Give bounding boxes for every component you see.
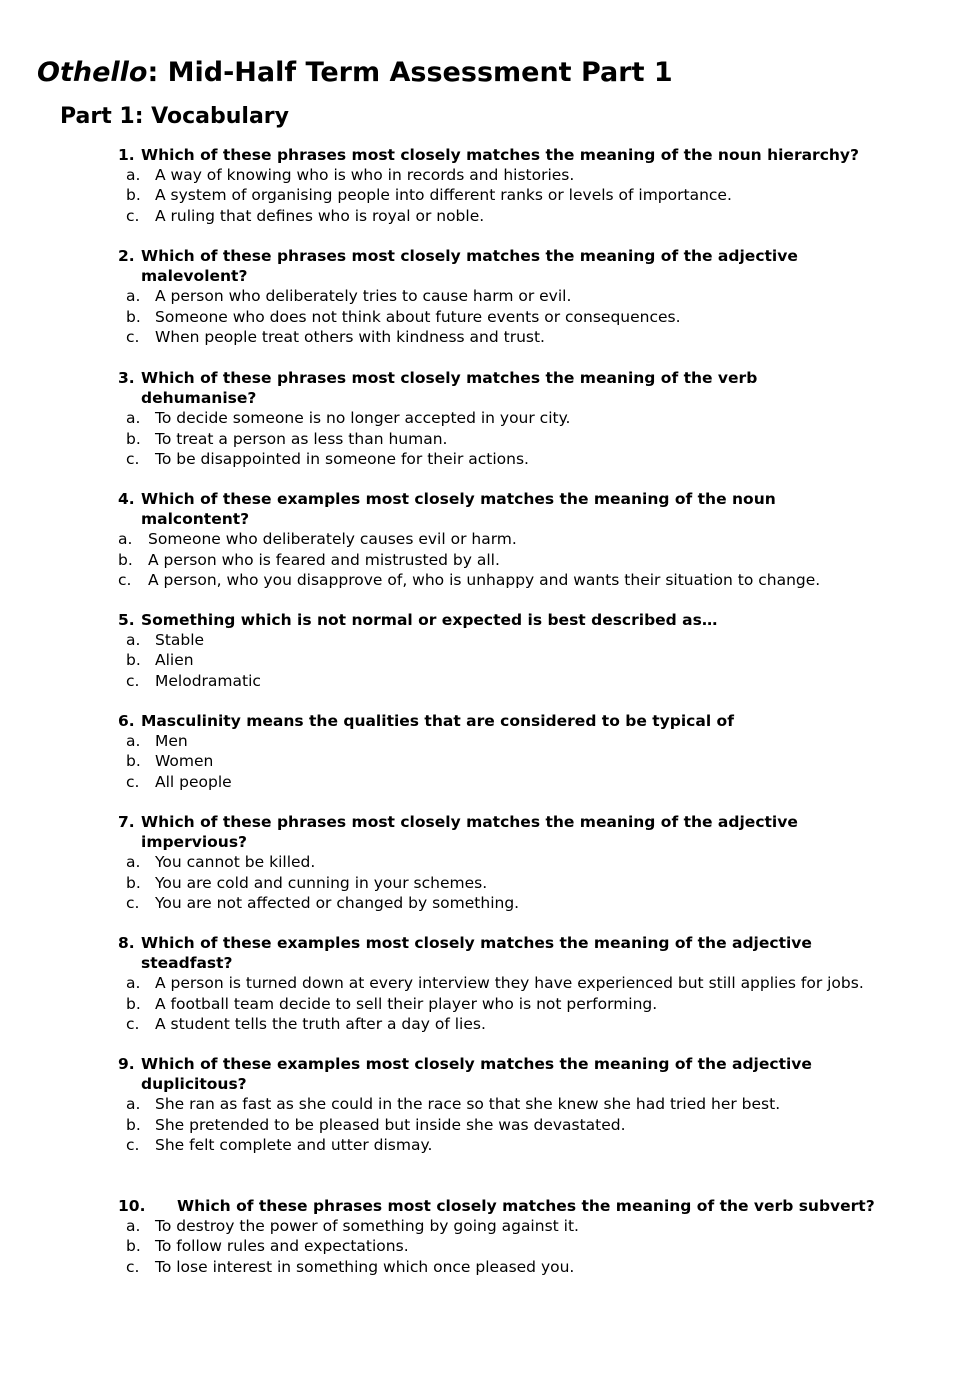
option-letter: c. [126,1257,140,1276]
question-text: Which of these examples most closely matches the meaning of the noun [141,490,776,508]
option-letter: c. [126,893,140,912]
question-3 [0,368,978,469]
answer-option [0,671,978,691]
question-line [0,933,978,953]
question-number: 6. [118,712,135,730]
question-line [0,145,978,165]
question-line-continued [0,953,978,973]
option-letter: a. [118,530,133,549]
question-text: Something which is not normal or expected is best described as… [141,611,718,629]
option-text: She pretended to be pleased but inside she was devastated. [155,1115,626,1134]
option-letter: b. [126,307,141,326]
option-text: A way of knowing who is who in records and histories. [155,166,575,185]
question-text: Which of these phrases most closely matches the meaning of the verb [141,369,758,387]
option-letter: b. [118,550,133,569]
option-letter: b. [126,186,141,205]
option-text: A ruling that defines who is royal or noble. [155,206,485,225]
question-line-continued [0,266,978,286]
answer-option [0,852,978,872]
answer-option [0,1115,978,1135]
option-text: Someone who deliberately causes evil or harm. [148,530,517,549]
option-letter: c. [126,327,140,346]
option-letter: c. [126,772,140,791]
question-10 [0,1196,978,1277]
answer-option [0,973,978,993]
option-text: You cannot be killed. [155,853,316,872]
question-text: malcontent? [141,510,250,529]
question-7 [0,812,978,913]
option-text: To lose interest in something which once pleased you. [155,1257,575,1276]
title-rest: : Mid-Half Term Assessment Part 1 [147,57,673,88]
answer-option [0,408,978,428]
answer-option [0,751,978,771]
option-text: A student tells the truth after a day of lies. [155,1014,486,1033]
answer-option [0,1236,978,1256]
option-text: You are not affected or changed by something. [155,893,520,912]
option-text: When people treat others with kindness and trust. [155,327,545,346]
question-text: Which of these phrases most closely matches the meaning of the verb subvert? [177,1197,875,1215]
option-text: A system of organising people into different ranks or levels of importance. [155,186,732,205]
option-text: A person, who you disapprove of, who is unhappy and wants their situation to change. [148,570,821,589]
option-text: She ran as fast as she could in the race so that she knew she had tried her best. [155,1095,781,1114]
answer-option [0,327,978,347]
answer-option [0,873,978,893]
option-text: A football team decide to sell their player who is not performing. [155,994,658,1013]
question-text: Which of these phrases most closely matches the meaning of the adjective [141,247,798,265]
question-text: steadfast? [141,954,233,973]
option-letter: a. [126,409,141,428]
answer-option [0,731,978,751]
answer-option [0,165,978,185]
option-letter: b. [126,994,141,1013]
question-4 [0,489,978,590]
answer-option [0,206,978,226]
question-text: Which of these phrases most closely matches the meaning of the noun hierarchy? [141,146,860,164]
option-text: To be disappointed in someone for their actions. [155,449,529,468]
option-letter: c. [126,1014,140,1033]
question-6 [0,711,978,792]
question-line [0,489,978,509]
question-5 [0,610,978,691]
question-1 [0,145,978,226]
option-letter: a. [126,732,141,751]
section-heading: Part 1: Vocabulary [60,104,289,129]
option-letter: c. [118,570,132,589]
question-line [0,1196,978,1216]
answer-option [0,286,978,306]
option-letter: a. [126,974,141,993]
question-8 [0,933,978,1034]
question-number: 1. [118,146,135,164]
answer-option [0,650,978,670]
answer-option [0,529,978,549]
option-letter: c. [126,1135,140,1154]
question-line [0,812,978,832]
option-text: Men [155,732,188,751]
question-text: duplicitous? [141,1075,247,1094]
option-text: A person is turned down at every interview they have experienced but still applies for jobs. [155,974,864,993]
question-line-continued [0,509,978,529]
option-letter: a. [126,631,141,650]
option-text: A person who deliberately tries to cause harm or evil. [155,287,572,306]
question-text: Which of these phrases most closely matches the meaning of the adjective [141,813,798,831]
answer-option [0,1135,978,1155]
question-number: 3. [118,369,135,387]
question-text: Which of these examples most closely matches the meaning of the adjective [141,934,812,952]
option-text: Melodramatic [155,671,261,690]
question-line-continued [0,388,978,408]
option-text: Alien [155,651,194,670]
option-letter: a. [126,853,141,872]
question-number: 4. [118,490,135,508]
question-line [0,246,978,266]
question-line [0,368,978,388]
option-letter: a. [126,1217,141,1236]
question-text: malevolent? [141,267,248,286]
question-number: 5. [118,611,135,629]
answer-option [0,994,978,1014]
answer-option [0,449,978,469]
question-text: Which of these examples most closely matches the meaning of the adjective [141,1055,812,1073]
answer-option [0,772,978,792]
option-letter: a. [126,166,141,185]
option-text: A person who is feared and mistrusted by all. [148,550,500,569]
answer-option [0,307,978,327]
option-text: To decide someone is no longer accepted in your city. [155,409,571,428]
answer-option [0,1216,978,1236]
option-text: She felt complete and utter dismay. [155,1135,433,1154]
option-letter: a. [126,287,141,306]
option-text: Someone who does not think about future events or consequences. [155,307,681,326]
option-letter: c. [126,449,140,468]
option-text: To destroy the power of something by going against it. [155,1217,579,1236]
option-letter: b. [126,651,141,670]
option-letter: b. [126,1115,141,1134]
option-text: Stable [155,631,205,650]
answer-option [0,1094,978,1114]
option-text: To follow rules and expectations. [155,1237,409,1256]
option-text: You are cold and cunning in your schemes. [155,873,488,892]
answer-option [0,1014,978,1034]
option-letter: c. [126,671,140,690]
question-number: 2. [118,247,135,265]
question-line-continued [0,832,978,852]
answer-option [0,630,978,650]
title-play-name: Othello [37,57,148,88]
page-title [37,57,673,88]
answer-option [0,550,978,570]
question-text: impervious? [141,833,248,852]
question-2 [0,246,978,347]
question-number: 7. [118,813,135,831]
answer-option [0,1257,978,1277]
question-line [0,711,978,731]
option-text: To treat a person as less than human. [155,429,448,448]
question-number: 8. [118,934,135,952]
question-9 [0,1054,978,1155]
option-text: Women [155,752,214,771]
answer-option [0,570,978,590]
option-text: All people [155,772,232,791]
question-line-continued [0,1074,978,1094]
question-line [0,1054,978,1074]
option-letter: c. [126,206,140,225]
question-line [0,610,978,630]
answer-option [0,429,978,449]
option-letter: b. [126,752,141,771]
option-letter: b. [126,1237,141,1256]
answer-option [0,185,978,205]
option-letter: b. [126,429,141,448]
option-letter: b. [126,873,141,892]
answer-option [0,893,978,913]
question-number: 10. [118,1197,146,1215]
option-letter: a. [126,1095,141,1114]
question-text: Masculinity means the qualities that are considered to be typical of [141,712,734,730]
question-text: dehumanise? [141,389,257,408]
question-number: 9. [118,1055,135,1073]
